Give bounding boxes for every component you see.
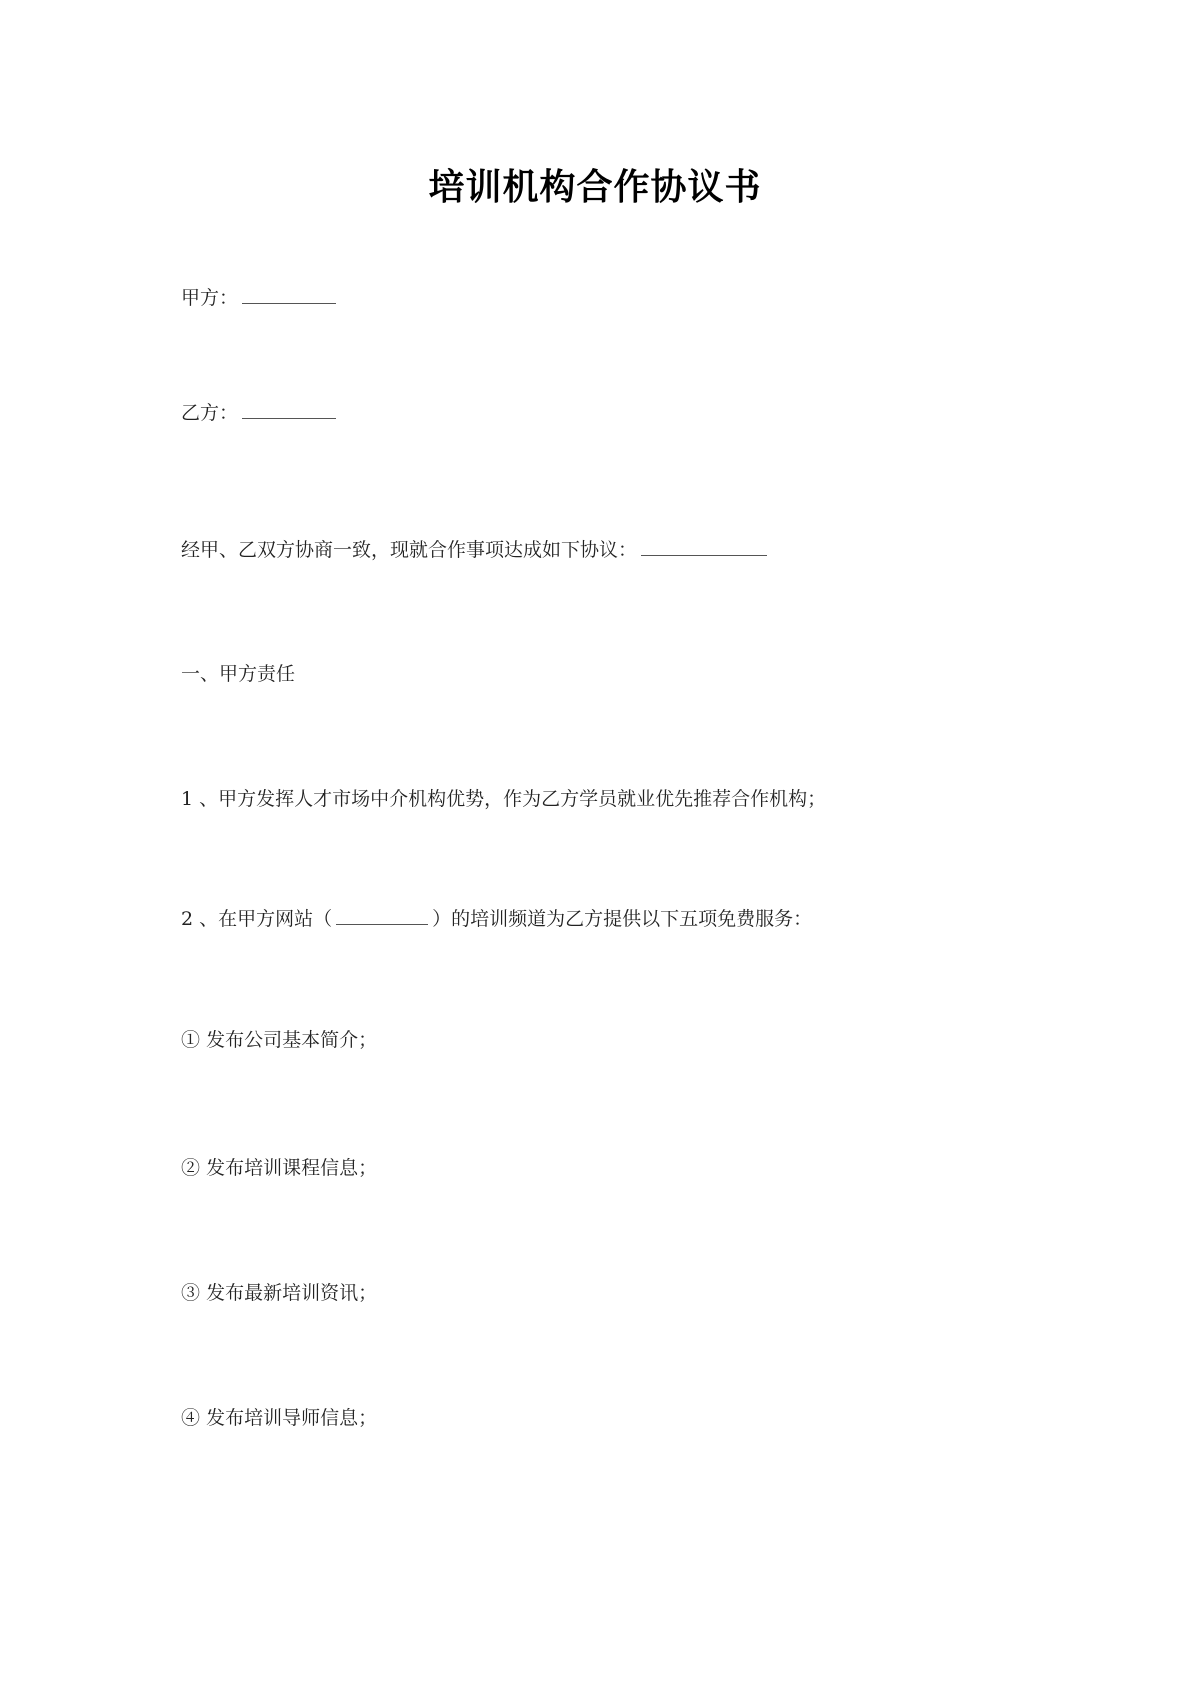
service-item-text: 发布公司基本简介； [206, 1029, 378, 1051]
party-a-label: 甲方： [181, 287, 239, 309]
clause-1 [181, 786, 826, 812]
service-item-4 [181, 1405, 377, 1431]
circled-number-2-icon: ② [181, 1157, 201, 1179]
clause-text: 甲方发挥人才市场中介机构优势，作为乙方学员就业优先推荐合作机构； [218, 788, 827, 810]
service-item-1 [181, 1027, 377, 1053]
circled-number-3-icon: ③ [181, 1282, 201, 1304]
website-blank[interactable] [336, 906, 428, 925]
clause-text-before: 在甲方网站（ [218, 908, 333, 930]
service-item-text: 发布培训导师信息； [206, 1407, 378, 1429]
service-item-2 [181, 1155, 377, 1181]
section-heading-party-a-responsibilities: 一、甲方责任 [181, 663, 296, 685]
party-a-line [181, 285, 340, 311]
clause-text-after: ）的培训频道为乙方提供以下五项免费服务： [432, 908, 813, 930]
party-b-blank[interactable] [242, 400, 336, 419]
service-item-text: 发布培训课程信息； [206, 1157, 378, 1179]
preamble-line [181, 537, 771, 563]
clause-number: 2 、 [181, 908, 219, 930]
document-title: 培训机构合作协议书 [428, 167, 762, 208]
circled-number-1-icon: ① [181, 1029, 201, 1051]
clause-2 [181, 906, 812, 932]
preamble-blank[interactable] [641, 537, 767, 556]
service-item-text: 发布最新培训资讯； [206, 1282, 378, 1304]
service-item-3 [181, 1280, 377, 1306]
preamble-text: 经甲、乙双方协商一致，现就合作事项达成如下协议： [181, 539, 638, 561]
clause-number: 1 、 [181, 788, 219, 810]
party-b-label: 乙方： [181, 402, 239, 424]
circled-number-4-icon: ④ [181, 1407, 201, 1429]
party-a-blank[interactable] [242, 285, 336, 304]
party-b-line [181, 400, 340, 426]
